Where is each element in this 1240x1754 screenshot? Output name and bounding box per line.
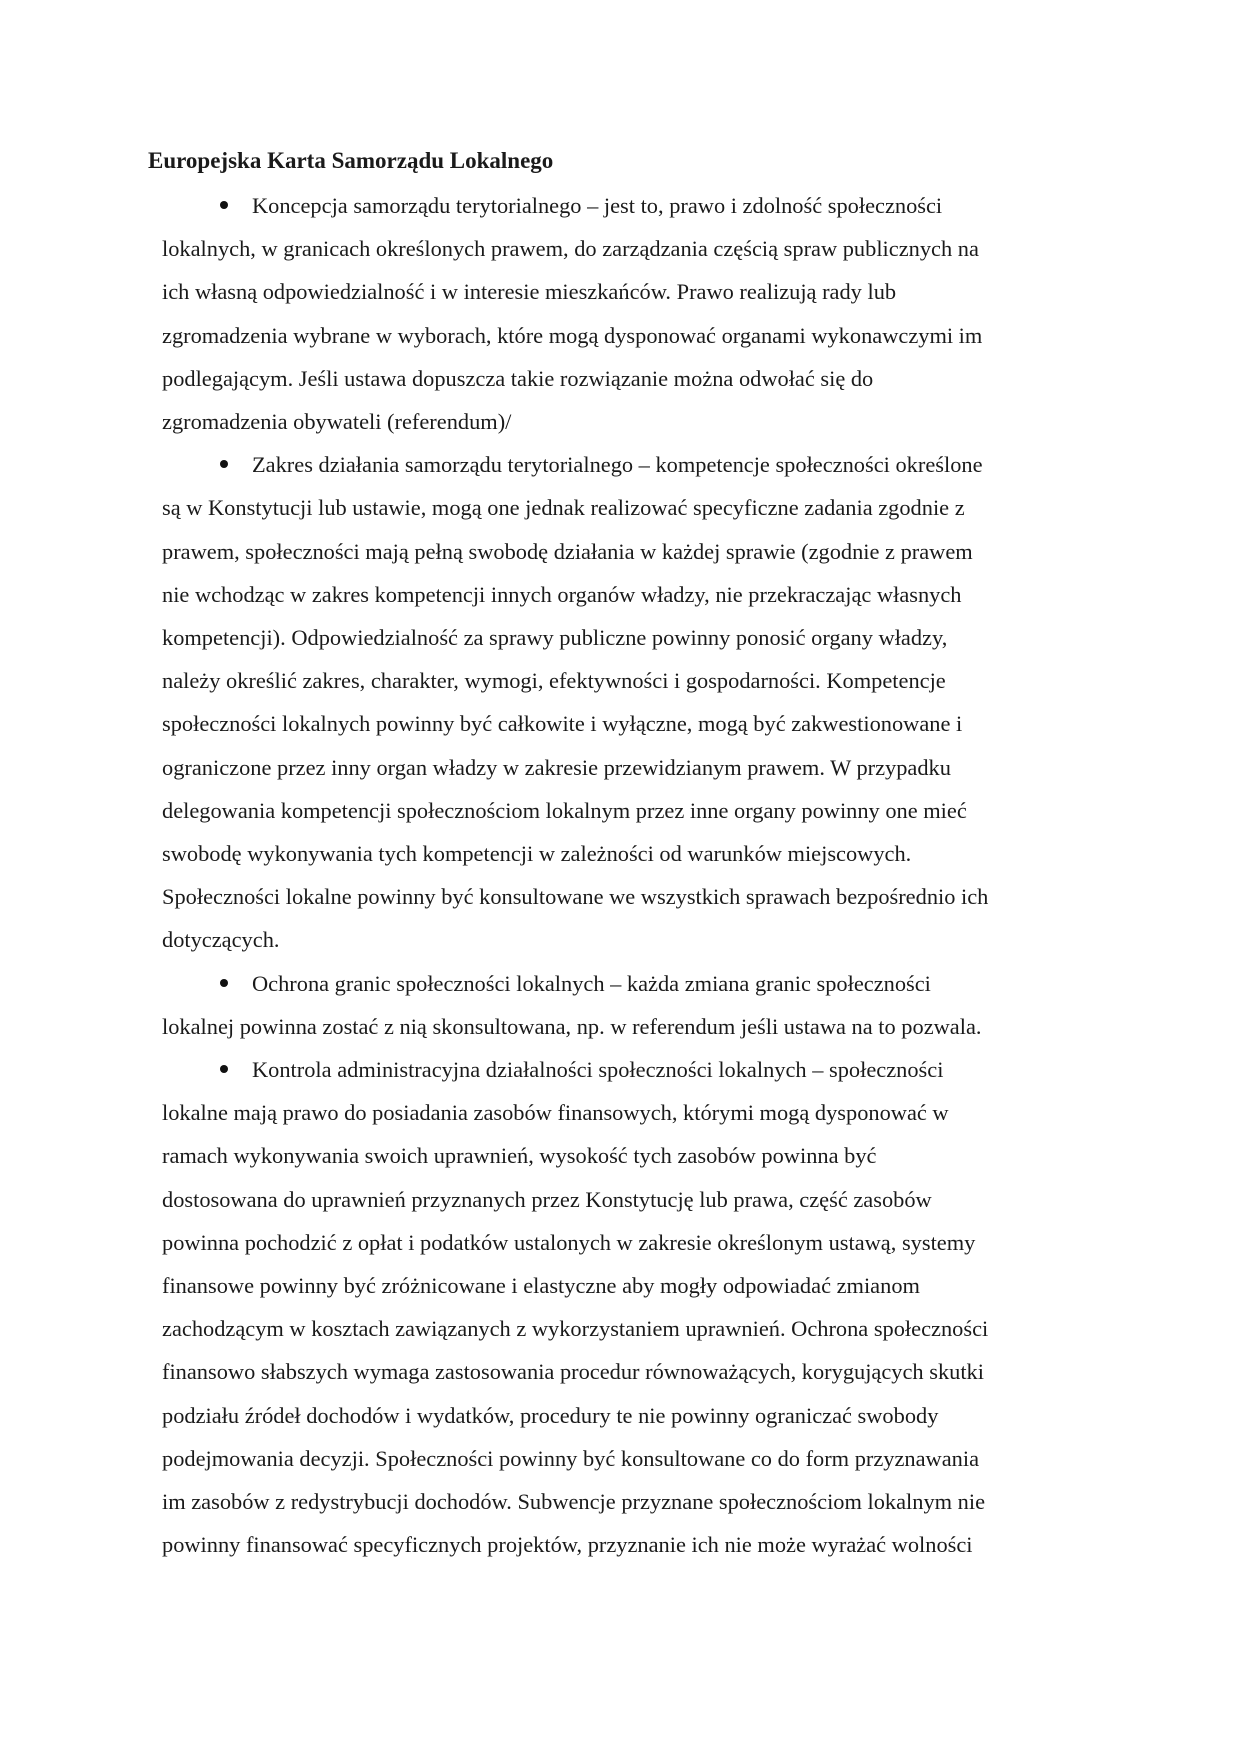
bullet-list [148,184,1096,1567]
bullet-item-line: podejmowania decyzji. Społeczności powinny być konsultowane co do form przyznawania [162,1445,980,1471]
bullet-item-line: podziału źródeł dochodów i wydatków, procedury te nie powinny ograniczać swobody [162,1402,939,1428]
bullet-item-first-line: Koncepcja samorządu terytorialnego – jest to, prawo i zdolność społeczności [252,193,943,218]
bullet-item-first-line: Kontrola administracyjna działalności społeczności lokalnych – społeczności [252,1057,944,1083]
bullet-item-line: powinna pochodzić z opłat i podatków ustalonych w zakresie określonym ustawą, systemy [162,1229,976,1255]
bullet-item-line: ich własną odpowiedzialność i w interesie mieszkańców. Prawo realizują rady lub [162,279,897,305]
bullet-item-line: podlegającym. Jeśli ustawa dopuszcza takie rozwiązanie można odwołać się do [162,365,874,391]
bullet-item-line: zachodzącym w kosztach zawiązanych z wykorzystaniem uprawnień. Ochrona społeczności [162,1316,989,1342]
bullet-item-line: powinny finansować specyficznych projektów, przyznanie ich nie może wyrażać wolności [162,1532,973,1558]
bullet-item-first-line: Zakres działania samorządu terytorialnego – kompetencje społeczności określone [252,452,983,478]
bullet-item [148,184,1096,443]
bullet-item-line: im zasobów z redystrybucji dochodów. Subwencje przyznane społecznościom lokalnym nie [162,1489,986,1515]
bullet-item-line: lokalne mają prawo do posiadania zasobów finansowych, którymi mogą dysponować w [162,1100,949,1126]
bullet-item-line: są w Konstytucji lub ustawie, mogą one jednak realizować specyficzne zadania zgodnie z [162,495,965,521]
bullet-item-line: delegowania kompetencji społecznościom lokalnym przez inne organy powinny one mieć [162,797,967,823]
bullet-item-line: ramach wykonywania swoich uprawnień, wysokość tych zasobów powinna być [162,1143,877,1169]
bullet-item-line: lokalnej powinna zostać z nią skonsultowana, np. w referendum jeśli ustawa na to pozwala. [162,1013,982,1039]
bullet-item [148,1048,1096,1566]
document-page [148,144,1096,1567]
bullet-item-line: swobodę wykonywania tych kompetencji w zależności od warunków miejscowych. [162,841,912,867]
bullet-item-line: ograniczone przez inny organ władzy w zakresie przewidzianym prawem. W przypadku [162,754,951,780]
bullet-item-line: zgromadzenia wybrane w wyborach, które mogą dysponować organami wykonawczymi im [162,322,983,348]
bullet-item-line: prawem, społeczności mają pełną swobodę działania w każdej sprawie (zgodnie z prawem [162,538,973,564]
bullet-item [148,962,1096,1048]
bullet-item-first-line: Ochrona granic społeczności lokalnych – każda zmiana granic społeczności [252,970,931,996]
bullet-item-line: należy określić zakres, charakter, wymogi, efektywności i gospodarności. Kompetencje [162,668,946,694]
bullet-item-line: finansowo słabszych wymaga zastosowania procedur równoważących, korygujących skutki [162,1359,984,1385]
bullet-item-line: lokalnych, w granicach określonych prawem, do zarządzania częścią spraw publicznych na [162,236,979,262]
bullet-item [148,443,1096,961]
bullet-item-line: dotyczących. [162,927,280,953]
document-title: Europejska Karta Samorządu Lokalnego [148,148,554,173]
bullet-item-line: finansowe powinny być zróżnicowane i elastyczne aby mogły odpowiadać zmianom [162,1273,920,1299]
bullet-item-line: Społeczności lokalne powinny być konsultowane we wszystkich sprawach bezpośrednio ich [162,884,989,910]
bullet-item-line: kompetencji). Odpowiedzialność za sprawy publiczne powinny ponosić organy władzy, [162,625,948,651]
bullet-item-line: nie wchodząc w zakres kompetencji innych organów władzy, nie przekraczając własnych [162,581,962,607]
bullet-item-line: społeczności lokalnych powinny być całkowite i wyłączne, mogą być zakwestionowane i [162,711,963,737]
bullet-item-line: zgromadzenia obywateli (referendum)/ [162,409,512,435]
bullet-item-line: dostosowana do uprawnień przyznanych przez Konstytucję lub prawa, część zasobów [162,1186,932,1212]
